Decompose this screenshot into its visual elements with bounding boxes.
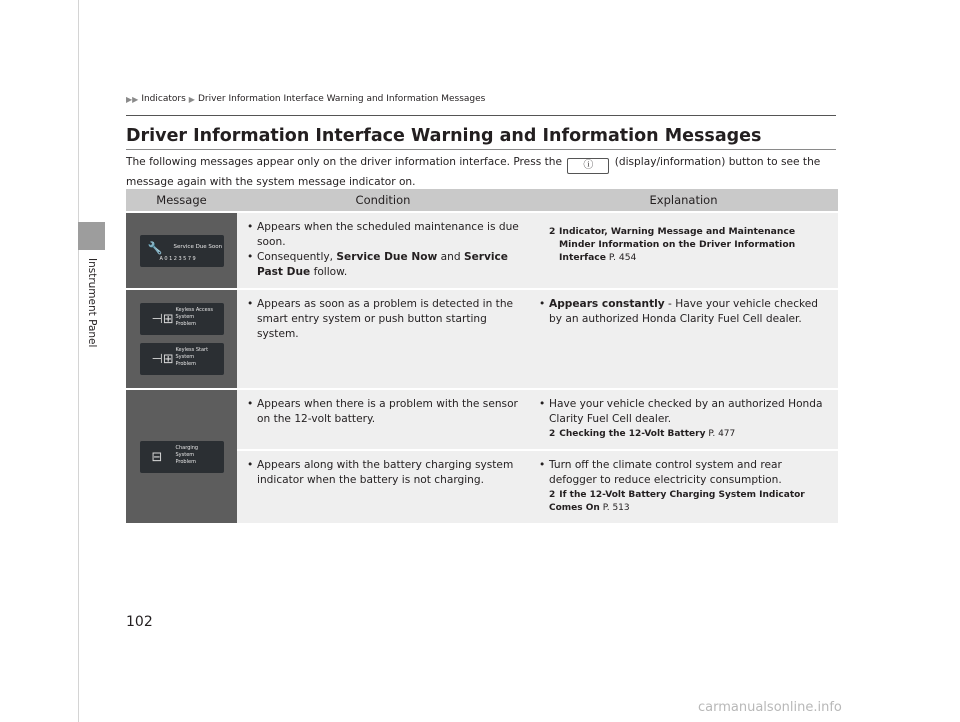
explanation-cell [529, 213, 838, 288]
condition-item: • Appears when the scheduled maintenance is due soon. [247, 220, 523, 250]
cross-reference[interactable]: 2 Checking the 12-Volt Battery P. 477 [549, 429, 736, 439]
explanation-item: • Appears constantly - Have your vehicle checked by an authorized Honda Clarity Fuel Cell dealer. [539, 297, 832, 327]
section-tab [78, 222, 105, 250]
info-button-icon: ⓘ [567, 158, 609, 174]
intro-text: The following messages appear only on the driver information interface. Press the ⓘ (display/information) button to see the message again with the system message indicator on. [126, 156, 821, 188]
breadcrumb-arrow-icon: ▶ [188, 94, 195, 104]
sidebar-label: Instrument Panel [86, 258, 98, 348]
page-title: Driver Information Interface Warning and Information Messages [126, 126, 762, 146]
condition-cell [237, 451, 529, 523]
condition-item: • Appears along with the battery charging system indicator when the battery is not charging. [247, 458, 523, 488]
message-image-cell [126, 390, 237, 523]
wrench-icon: 🔧 [147, 240, 163, 255]
column-header-explanation: Explanation [529, 189, 838, 211]
message-image-cell [126, 213, 237, 288]
message-image-cell [126, 290, 237, 388]
cross-reference[interactable]: 2 Indicator, Warning Message and Maintenance Minder Information on the Driver Information Interface P. 454 [549, 226, 796, 263]
key-icon: ⊣⊞ [151, 312, 174, 327]
breadcrumb [126, 94, 485, 104]
explanation-item: • Turn off the climate control system and rear defogger to reduce electricity consumption. 2 If the 12-Volt Battery Charging System Indicator Comes On P. 513 [539, 458, 832, 515]
message-table [126, 187, 838, 525]
table-row [126, 390, 838, 449]
condition-item: • Consequently, Service Due Now and Service Past Due follow. [247, 250, 523, 280]
condition-cell [237, 390, 529, 449]
breadcrumb-part2[interactable]: Driver Information Interface Warning and Information Messages [197, 94, 486, 104]
condition-cell [237, 290, 529, 388]
table-row [126, 213, 838, 288]
explanation-item: • Have your vehicle checked by an authorized Honda Clarity Fuel Cell dealer. 2 Checking the 12-Volt Battery P. 477 [539, 397, 832, 441]
key-icon: ⊣⊞ [151, 352, 174, 367]
condition-cell [237, 213, 529, 288]
column-header-condition: Condition [237, 189, 529, 211]
service-due-screen: 🔧 Service Due Soon A0123579 [140, 235, 224, 267]
table-row [126, 290, 838, 388]
watermark: carmanualsonline.info [698, 700, 842, 715]
breadcrumb-arrow-icon: ▶▶ [126, 94, 139, 104]
condition-item: • Appears when there is a problem with the sensor on the 12-volt battery. [247, 397, 523, 427]
title-rule [126, 149, 836, 150]
column-header-message: Message [126, 189, 237, 211]
keyless-access-screen: ⊣⊞ Keyless Access System Problem [140, 303, 224, 335]
keyless-start-screen: ⊣⊞ Keyless Start System Problem [140, 343, 224, 375]
header-rule [126, 115, 836, 116]
explanation-cell [529, 390, 838, 449]
page-number: 102 [126, 614, 153, 630]
battery-icon: ⊟ [151, 449, 163, 465]
condition-item: • Appears as soon as a problem is detected in the smart entry system or push button starting system. [247, 297, 523, 342]
explanation-cell [529, 290, 838, 388]
breadcrumb-part1[interactable]: Indicators [141, 94, 186, 104]
explanation-cell [529, 451, 838, 523]
cross-reference[interactable]: 2 If the 12-Volt Battery Charging System Indicator Comes On P. 513 [549, 490, 805, 513]
sidebar-divider [78, 0, 79, 722]
charging-system-screen: ⊟ Charging System Problem [140, 441, 224, 473]
